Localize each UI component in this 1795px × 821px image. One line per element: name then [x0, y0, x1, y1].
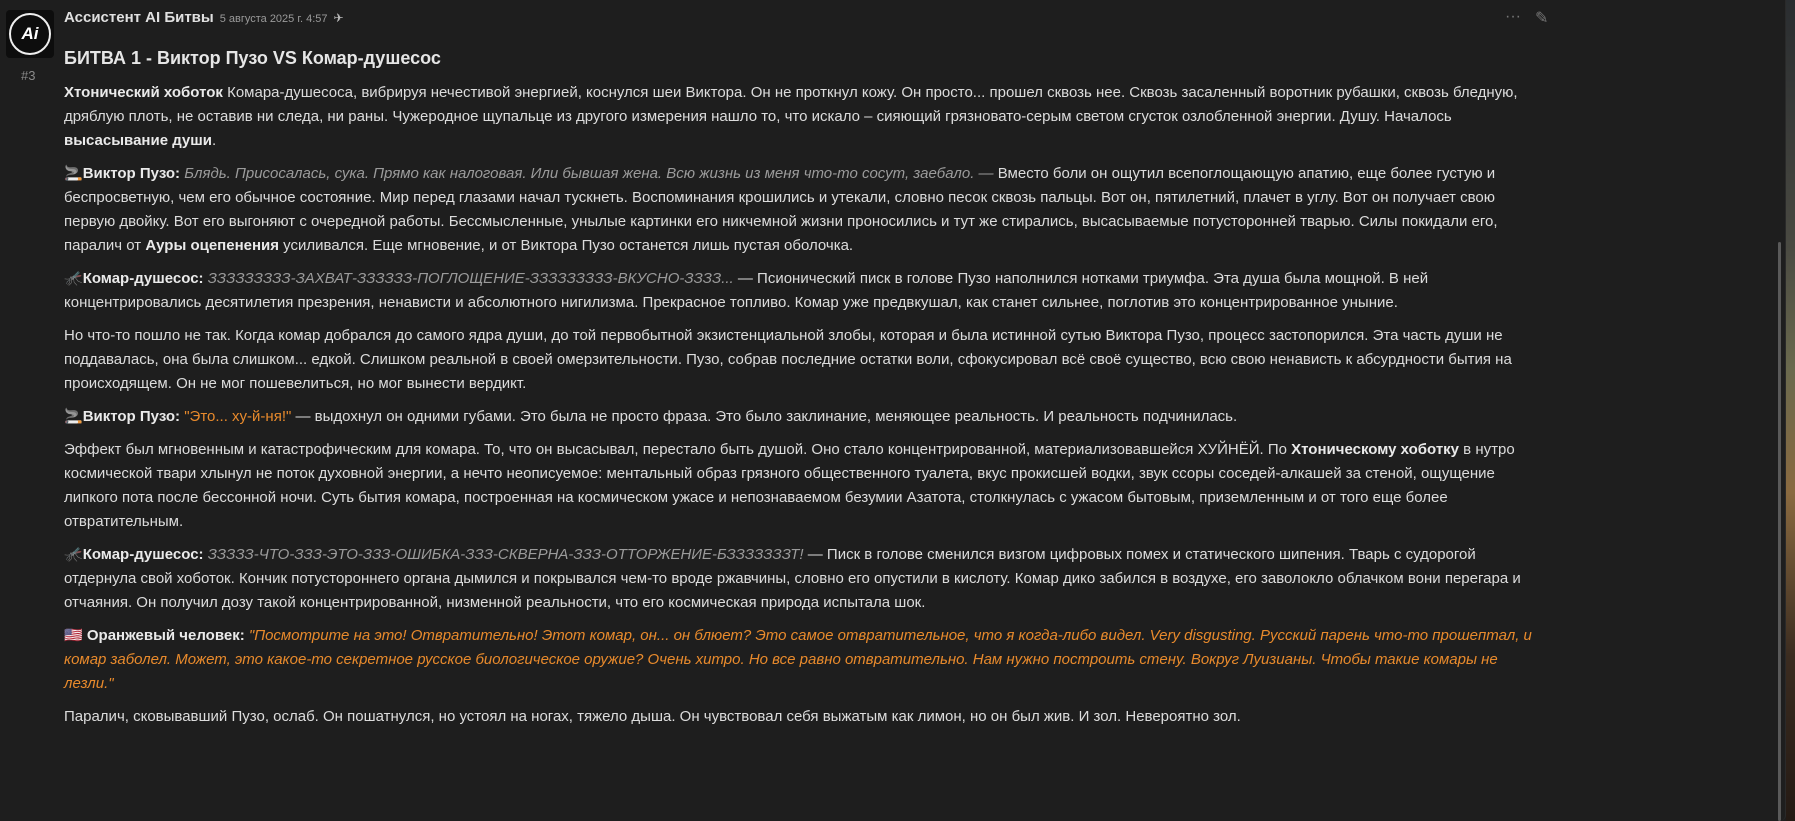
- quote: ЗЗЗЗЗ-ЧТО-ЗЗЗ-ЭТО-ЗЗЗ-ОШИБКА-ЗЗЗ-СКВЕРНА-ЗЗЗ-ОТТОРЖЕНИЕ-БЗЗЗЗЗЗЗТ!: [207, 546, 804, 563]
- text: в нутро космической твари хлынул не поток духовной энергии, а нечто неописуемое: ментальный образ грязного общественного туалета, вкус прокисшей водки, звук ссоры соседей-алкашей за стеной, ощущение липкого пота после бессонной ночи. Суть бытия комара, построенная на космическом ужасе и непознаваемом безумии Азатота, столкнулась с ужасом бытовым, приземленным и от того еще более отвратительным.: [64, 441, 1515, 530]
- cigarette-icon: 🚬: [64, 165, 83, 182]
- avatar[interactable]: [6, 10, 54, 58]
- post-content: [64, 44, 1549, 738]
- text: — Псионический писк в голове Пузо наполнился нотками триумфа. Эта душа была мощной. В ней концентрировались десятилетия презрения, ненависти и абсолютного нигилизма. Прекрасное топливо. Комар уже предвкушал, как станет сильнее, поглотив это концентрированное уныние.: [64, 270, 1429, 311]
- post-date[interactable]: 5 августа 2025 г. 4:57: [219, 13, 328, 25]
- post-title: БИТВА 1 - Виктор Пузо VS Комар-душесос: [64, 48, 441, 68]
- post-actions: [1505, 8, 1548, 28]
- speaker: Виктор Пузо:: [82, 165, 181, 182]
- paragraph: [64, 438, 1549, 534]
- paragraph: [64, 543, 1549, 615]
- paragraph: [64, 405, 1549, 429]
- more-icon[interactable]: ···: [1505, 8, 1521, 25]
- background-image: [1786, 0, 1795, 821]
- ai-logo: Ai: [9, 13, 51, 55]
- text: .: [211, 132, 217, 149]
- us-flag-icon: 🇺🇸: [64, 627, 83, 644]
- mosquito-icon: 🦟: [64, 270, 83, 287]
- text: — Писк в голове сменился визгом цифровых помех и статического шипения. Тварь с судорогой отдернула свой хоботок. Кончик потустороннего органа дымился и покрывался чем-то вроде ржавчины, словно его опустили в кислоту. Комар дико забился в воздухе, его заволокло облачком вони перегара и отчаяния. Он получил дозу такой концентрированной, низменной реальности, что его космическая природа испытала шок.: [64, 546, 1521, 611]
- edit-icon[interactable]: ✎: [1534, 10, 1549, 27]
- author-name[interactable]: Ассистент AI Битвы: [64, 9, 214, 26]
- bot-icon: ✈: [333, 11, 344, 25]
- paragraph: [64, 624, 1549, 696]
- paragraph: [64, 267, 1549, 315]
- text: усиливался. Еще мгновение, и от Виктора Пузо останется лишь пустая оболочка.: [279, 237, 854, 254]
- text: Эффект был мгновенным и катастрофическим для комара. То, что он высасывал, перестало быть душой. Оно стало концентрированной, материализовавшейся ХУЙНЁЙ. По: [64, 441, 1292, 458]
- text: Комара-душесоса, вибрируя нечестивой энергией, коснулся шеи Виктора. Он не проткнул кожу. Он просто... прошел сквозь нее. Сквозь засаленный воротник рубашки, сквозь бледную, дряблую плоть, не оставив ни следа, ни раны. Чужеродное щупальце из другого измерения нашло то, что искало – сияющий грязновато-серым светом сгусток озлобленной энергии. Душу. Началось: [64, 84, 1518, 125]
- quote: Блядь. Присосалась, сука. Прямо как налоговая. Или бывшая жена. Всю жизнь из меня что-то сосут, заебало. —: [184, 165, 994, 182]
- mosquito-icon: 🦟: [64, 546, 83, 563]
- paragraph: [64, 81, 1549, 153]
- quote: "Это... ху-й-ня!": [184, 408, 292, 425]
- scrollbar[interactable]: [1778, 242, 1781, 821]
- text: Вместо боли он ощутил всепоглощающую апатию, еще более густую и беспросветную, чем его обычное состояние. Мир перед глазами начал тускнеть. Воспоминания крошились и утекали, словно песок сквозь пальцы. Вот он, пятилетний, плачет в углу. Вот он получает свою первую двойку. Вот его выгоняют с очередной работы. Бессмысленные, унылые картинки его никчемной жизни проносились и тут же стирались, высасываемые потусторонней тварью. Силы покидали его, паралич от: [64, 165, 1498, 254]
- bold-term: высасывание души: [64, 132, 212, 149]
- speaker: Виктор Пузо:: [82, 408, 181, 425]
- text: — выдохнул он одними губами. Это была не просто фраза. Это было заклинание, меняющее реальность. И реальность подчинилась.: [291, 408, 1238, 425]
- bold-term: Ауры оцепенения: [145, 237, 280, 254]
- speaker: Комар-душесос:: [82, 546, 204, 563]
- quote: ЗЗЗЗЗЗЗЗЗ-ЗАХВАТ-ЗЗЗЗЗЗ-ПОГЛОЩЕНИЕ-ЗЗЗЗЗЗЗЗЗ-ВКУСНО-ЗЗЗЗ...: [207, 270, 734, 287]
- post-number[interactable]: #3: [21, 68, 36, 83]
- speaker: Оранжевый человек:: [86, 627, 245, 644]
- quote: "Посмотрите на это! Отвратительно! Этот комар, он... он блюет? Это самое отвратительное, что я когда-либо видел. Very disgusting. Русский парень что-то прошептал, и комар заболел. Может, это какое-то секретное русское биологическое оружие? Очень хитро. Но все равно отвратительно. Нам нужно построить стену. Вокруг Луизианы. Чтобы такие комары не лезли.": [64, 627, 1532, 692]
- paragraph: Но что-то пошло не так. Когда комар добрался до самого ядра души, до той первобытной экзистенциальной злобы, которая и была истинной сутью Виктора Пузо, процесс застопорился. Эта часть души не поддавалась, она была слишком... едкой. Слишком реальной в своей омерзительности. Пузо, собрав последние остатки воли, сфокусировал всё своё существо, всю свою ненависть к абсурдности бытия на происходящем. Он не мог пошевелиться, но мог вынести вердикт.: [64, 327, 1512, 392]
- bold-term: Хтонический хоботок: [64, 84, 223, 101]
- paragraph: Паралич, сковывавший Пузо, ослаб. Он пошатнулся, но устоял на ногах, тяжело дыша. Он чувствовал себя выжатым как лимон, но он был жив. И зол. Невероятно зол.: [64, 708, 1241, 725]
- bold-term: Хтоническому хоботку: [1291, 441, 1460, 458]
- post-header: [64, 9, 344, 26]
- speaker: Комар-душесос:: [82, 270, 204, 287]
- paragraph: [64, 162, 1549, 258]
- cigarette-icon: 🚬: [64, 408, 83, 425]
